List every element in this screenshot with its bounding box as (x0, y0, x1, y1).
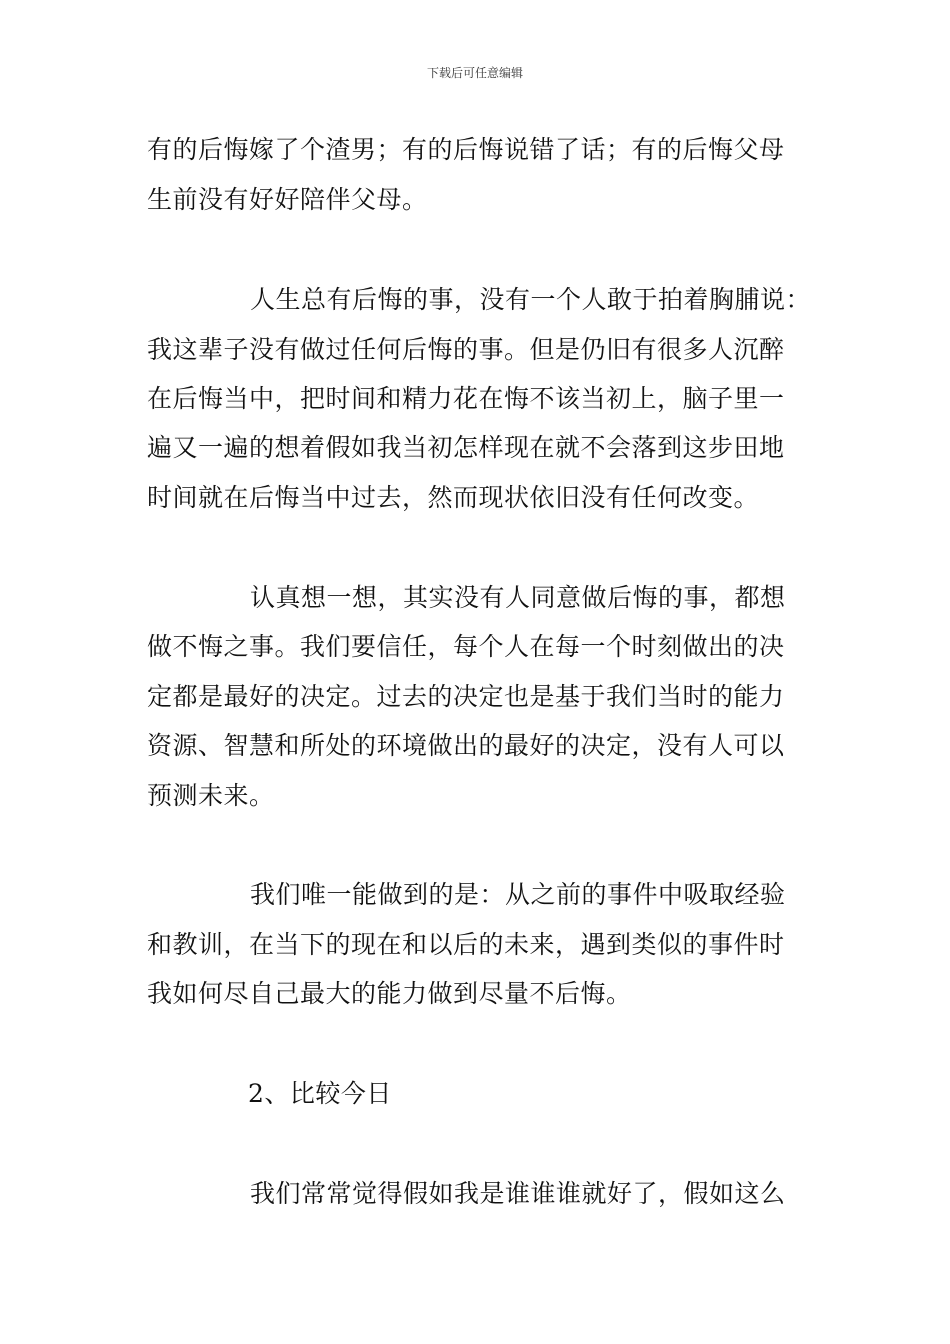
paragraph-4-line-2: 和教训，在当下的现在和以后的未来，遇到类似的事件时 (147, 930, 785, 959)
paragraph-2-line-3: 在后悔当中，把时间和精力花在悔不该当初上，脑子里一 (147, 384, 785, 413)
paragraph-3-line-1: 认真想一想，其实没有人同意做后悔的事，都想 (250, 583, 786, 612)
paragraph-2-line-1: 人生总有后悔的事，没有一个人敢于拍着胸脯说： (250, 285, 812, 314)
paragraph-2-line-2: 我这辈子没有做过任何后悔的事。但是仍旧有很多人沉醉 (147, 335, 785, 364)
paragraph-3-line-4: 资源、智慧和所处的环境做出的最好的决定，没有人可以 (147, 731, 785, 760)
paragraph-4-line-1: 我们唯一能做到的是：从之前的事件中吸取经验 (250, 880, 786, 909)
paragraph-3-line-5: 预测未来。 (147, 781, 275, 810)
paragraph-4-line-3: 我如何尽自己最大的能力做到尽量不后悔。 (147, 979, 632, 1008)
paragraph-3-line-2: 做不悔之事。我们要信任，每个人在每一个时刻做出的决 (147, 632, 785, 661)
paragraph-5-line-1: 我们常常觉得假如我是谁谁谁就好了，假如这么 (250, 1179, 786, 1208)
paragraph-2-line-5: 时间就在后悔当中过去，然而现状依旧没有任何改变。 (147, 483, 760, 512)
paragraph-3-line-3: 定都是最好的决定。过去的决定也是基于我们当时的能力 (147, 682, 785, 711)
paragraph-1-line-2: 生前没有好好陪伴父母。 (147, 185, 428, 214)
section-heading: 2、比较今日 (248, 1079, 392, 1108)
paragraph-2-line-4: 遍又一遍的想着假如我当初怎样现在就不会落到这步田地 (147, 433, 785, 462)
paragraph-1-line-1: 有的后悔嫁了个渣男；有的后悔说错了话；有的后悔父母 (147, 135, 785, 164)
page-header: 下载后可任意编辑 (426, 66, 523, 80)
